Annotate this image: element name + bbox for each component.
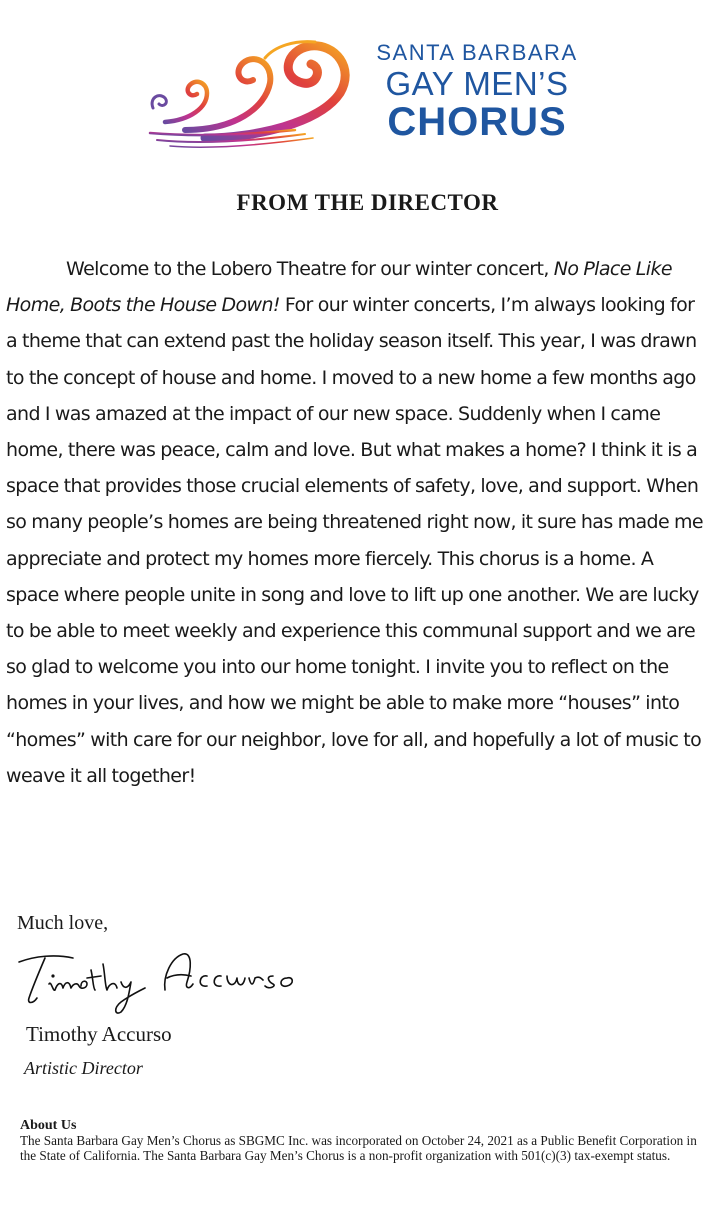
- director-role: Artistic Director: [24, 1058, 143, 1078]
- logo-wordmark: [357, 40, 597, 142]
- chorus-logo: [145, 38, 595, 150]
- letter-intro: Welcome to the Lobero Theatre for our winter concert,: [66, 258, 554, 280]
- about-section: [20, 1118, 710, 1163]
- logo-line-chorus: CHORUS: [387, 100, 567, 144]
- director-name: Timothy Accurso: [26, 1022, 172, 1046]
- about-heading: About Us: [20, 1118, 77, 1133]
- letter-body: For our winter concerts, I’m always looking for a theme that can extend past the holiday season itself. This year, I was drawn to the concept of house and home. I moved to a new home a few months ago and I was amazed at the impact of our new space. Suddenly when I came home, there was peace, calm and love. But what makes a home? I think it is a space that provides those crucial elements of safety, love, and support. When so many people’s homes are being threatened right now, it sure has made me appreciate and protect my homes more fiercely. This chorus is a home. A space where people unite in song and love to lift up one another. We are lucky to be able to meet weekly and experience this communal support and we are so glad to welcome you into our home tonight. I invite you to reflect on the homes in your lives, and how we might be able to make more “houses” into “homes” with care for our neighbor, love for all, and hopefully a lot of music to weave it all together!: [6, 294, 704, 787]
- logo-line-gay-mens: GAY MEN’S: [385, 65, 569, 102]
- swirl-logo-icon: [145, 38, 355, 150]
- letter-closing: Much love,: [17, 912, 109, 934]
- page-title: FROM THE DIRECTOR: [236, 190, 499, 215]
- handwritten-signature: [15, 940, 305, 1020]
- director-letter: [6, 251, 706, 794]
- about-text: The Santa Barbara Gay Men’s Chorus as SBGMC Inc. was incorporated on October 24, 2021 as a Public Benefit Corporation in the State of California. The Santa Barbara Gay Men’s Chorus is a non-profit organization with 501(c)(3) tax-exempt status.: [20, 1133, 697, 1163]
- concert-title: No Place Like Home, Boots the House Down!: [6, 258, 672, 317]
- logo-line-santa-barbara: SANTA BARBARA: [376, 40, 578, 65]
